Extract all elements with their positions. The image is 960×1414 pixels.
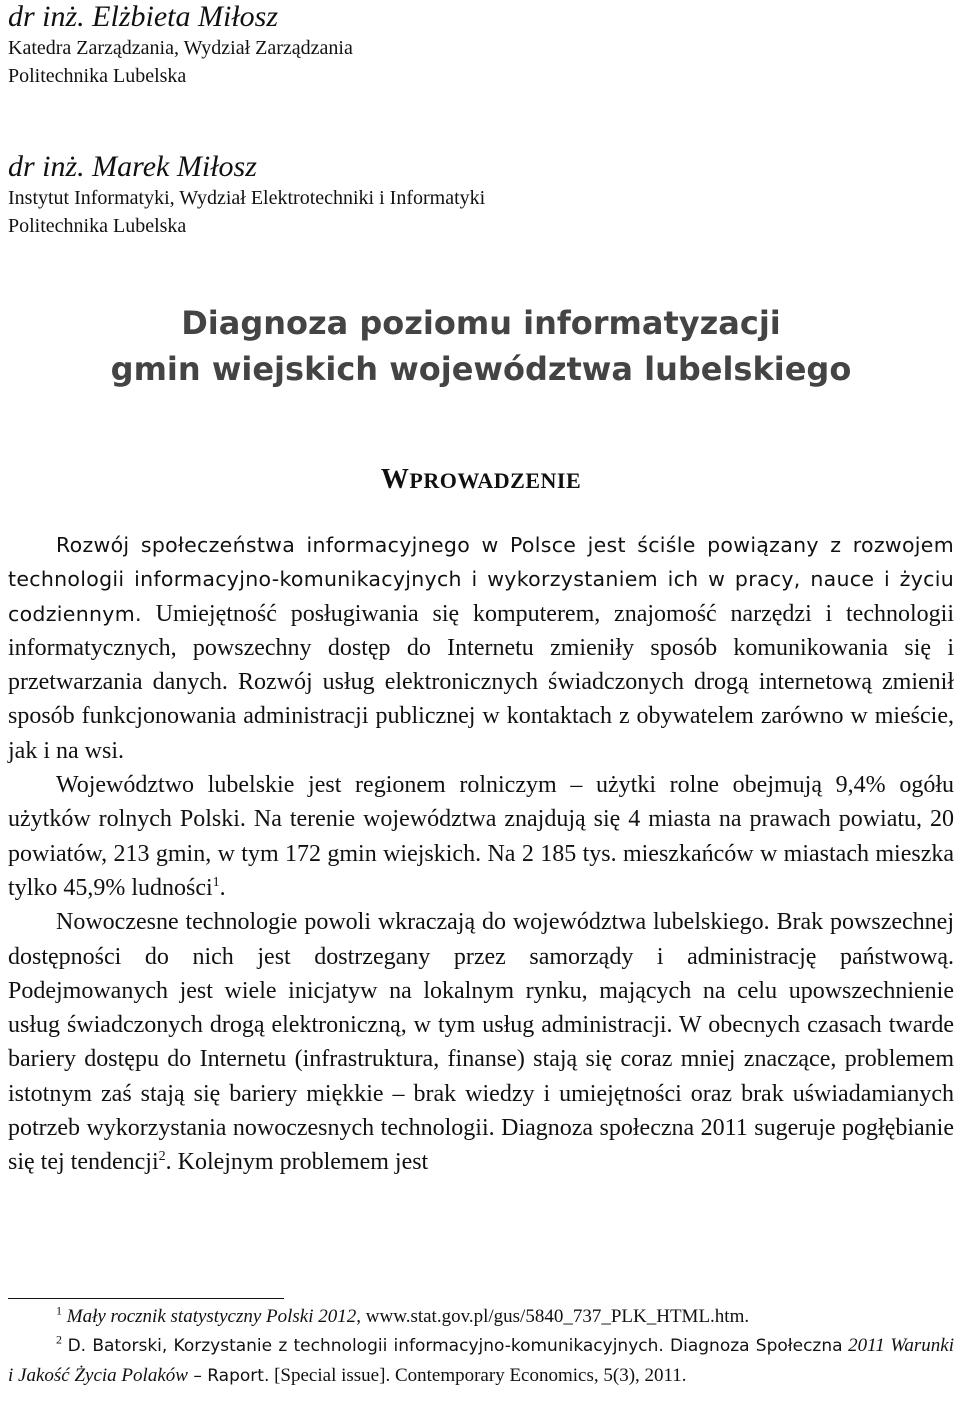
author-university: Politechnika Lubelska: [8, 65, 187, 87]
section-heading-rest: PROWADZENIE: [409, 468, 582, 493]
footnote-2: [8, 1331, 954, 1391]
author-university: Politechnika Lubelska: [8, 215, 187, 237]
paragraph-3-end: . Kolejnym problemem jest: [165, 1149, 429, 1176]
footnote-2-title: 2011 Warunki i Jakość Życia Polaków: [8, 1335, 955, 1386]
footnote-ref-2[interactable]: 2: [158, 1149, 166, 1165]
title-line-2: gmin wiejskich województwa lubelskiego: [110, 350, 852, 388]
paragraph-2-text: Województwo lubelskie jest regionem rolniczym – użytki rolne obejmują 9,4% ogółu użytków rolnych Polski. Na terenie województwa znajdują się 4 miasta na prawach powiatu, 20 powiatów, 213 gmin, w tym 172 gmin wiejskich. Na 2 185 tys. mieszkańców w miastach mieszka tylko 45,9% ludności: [8, 772, 954, 901]
paragraph-1: [8, 528, 954, 768]
footnote-1: [8, 1302, 954, 1331]
footnote-number: 1: [56, 1303, 62, 1318]
footnote-2-author: D. Batorski, Korzystanie z technologii informacyjno-komunikacyjnych. Diagnoza Społeczna: [67, 1336, 843, 1356]
paragraph-2-end: .: [219, 874, 226, 901]
paragraph-3-text: Nowoczesne technologie powoli wkraczają do województwa lubelskiego. Brak powszechnej dostępności do nich jest dostrzegany przez samorządy i administrację państwową. Podejmowanych jest wiele inicjatyw na lokalnym rynku, mających na celu upowszechnienie usług świadczonych drogą elektroniczną, w tym usług administracji. W obecnych czasach twarde bariery dostępu do Internetu (infrastruktura, finanse) stają się coraz mniej znaczące, problemem istotnym zaś stają się bariery miękkie – brak wiedzy i umiejętności oraz brak uświadamianych potrzeb wykorzystania nowoczesnych technologii. Diagnoza społeczna 2011 sugeruje pogłębianie się tej tendencji: [8, 909, 954, 1176]
author-affiliation: Katedra Zarządzania, Wydział Zarządzania: [8, 37, 353, 59]
paragraph-3: [8, 905, 954, 1179]
section-heading: [8, 464, 954, 496]
footnote-number: 2: [56, 1332, 62, 1347]
paragraph-1-rest: Umiejętność posługiwania się komputerem, znajomość narzędzi i technologii informatycznych, powszechny dostęp do Internetu zmieniły sposób komunikowania się i przetwarzania danych. Rozwój usług elektronicznych świadczonych drogą internetową zmienił sposób funkcjonowania administracji publicznej w kontaktach z obywatelem zarówno w mieście, jak i na wsi.: [8, 600, 954, 764]
footnote-1-title: Mały rocznik statystyczny Polski 2012: [66, 1306, 357, 1327]
footnote-divider: [8, 1298, 284, 1299]
section-heading-initial: W: [380, 464, 410, 495]
page-title: [8, 300, 954, 392]
footnote-1-link[interactable]: , www.stat.gov.pl/gus/5840_737_PLK_HTML.htm.: [356, 1306, 750, 1327]
author-name: dr inż. Elżbieta Miłosz: [8, 0, 279, 33]
title-line-1: Diagnoza poziomu informatyzacji: [181, 304, 781, 342]
author-block-2: [8, 150, 485, 240]
footnote-ref-1[interactable]: 1: [212, 874, 220, 890]
author-block-1: [8, 0, 353, 90]
body-text: [8, 528, 954, 1180]
footnotes: [8, 1302, 954, 1391]
author-affiliation: Instytut Informatyki, Wydział Elektrotechniki i Informatyki: [8, 187, 486, 209]
paragraph-1-lead: Rozwój społeczeństwa informacyjnego w Polsce jest ściśle powiązany z rozwojem technologii informacyjno-komunikacyjnych i wykorzystaniem ich w pracy, nauce i życiu codziennym.: [8, 533, 954, 626]
author-name: dr inż. Marek Miłosz: [8, 150, 257, 183]
paragraph-2: [8, 768, 954, 905]
footnote-2-report: – Raport.: [187, 1366, 270, 1386]
footnote-2-source: [Special issue]. Contemporary Economics, 5(3), 2011.: [269, 1365, 687, 1386]
